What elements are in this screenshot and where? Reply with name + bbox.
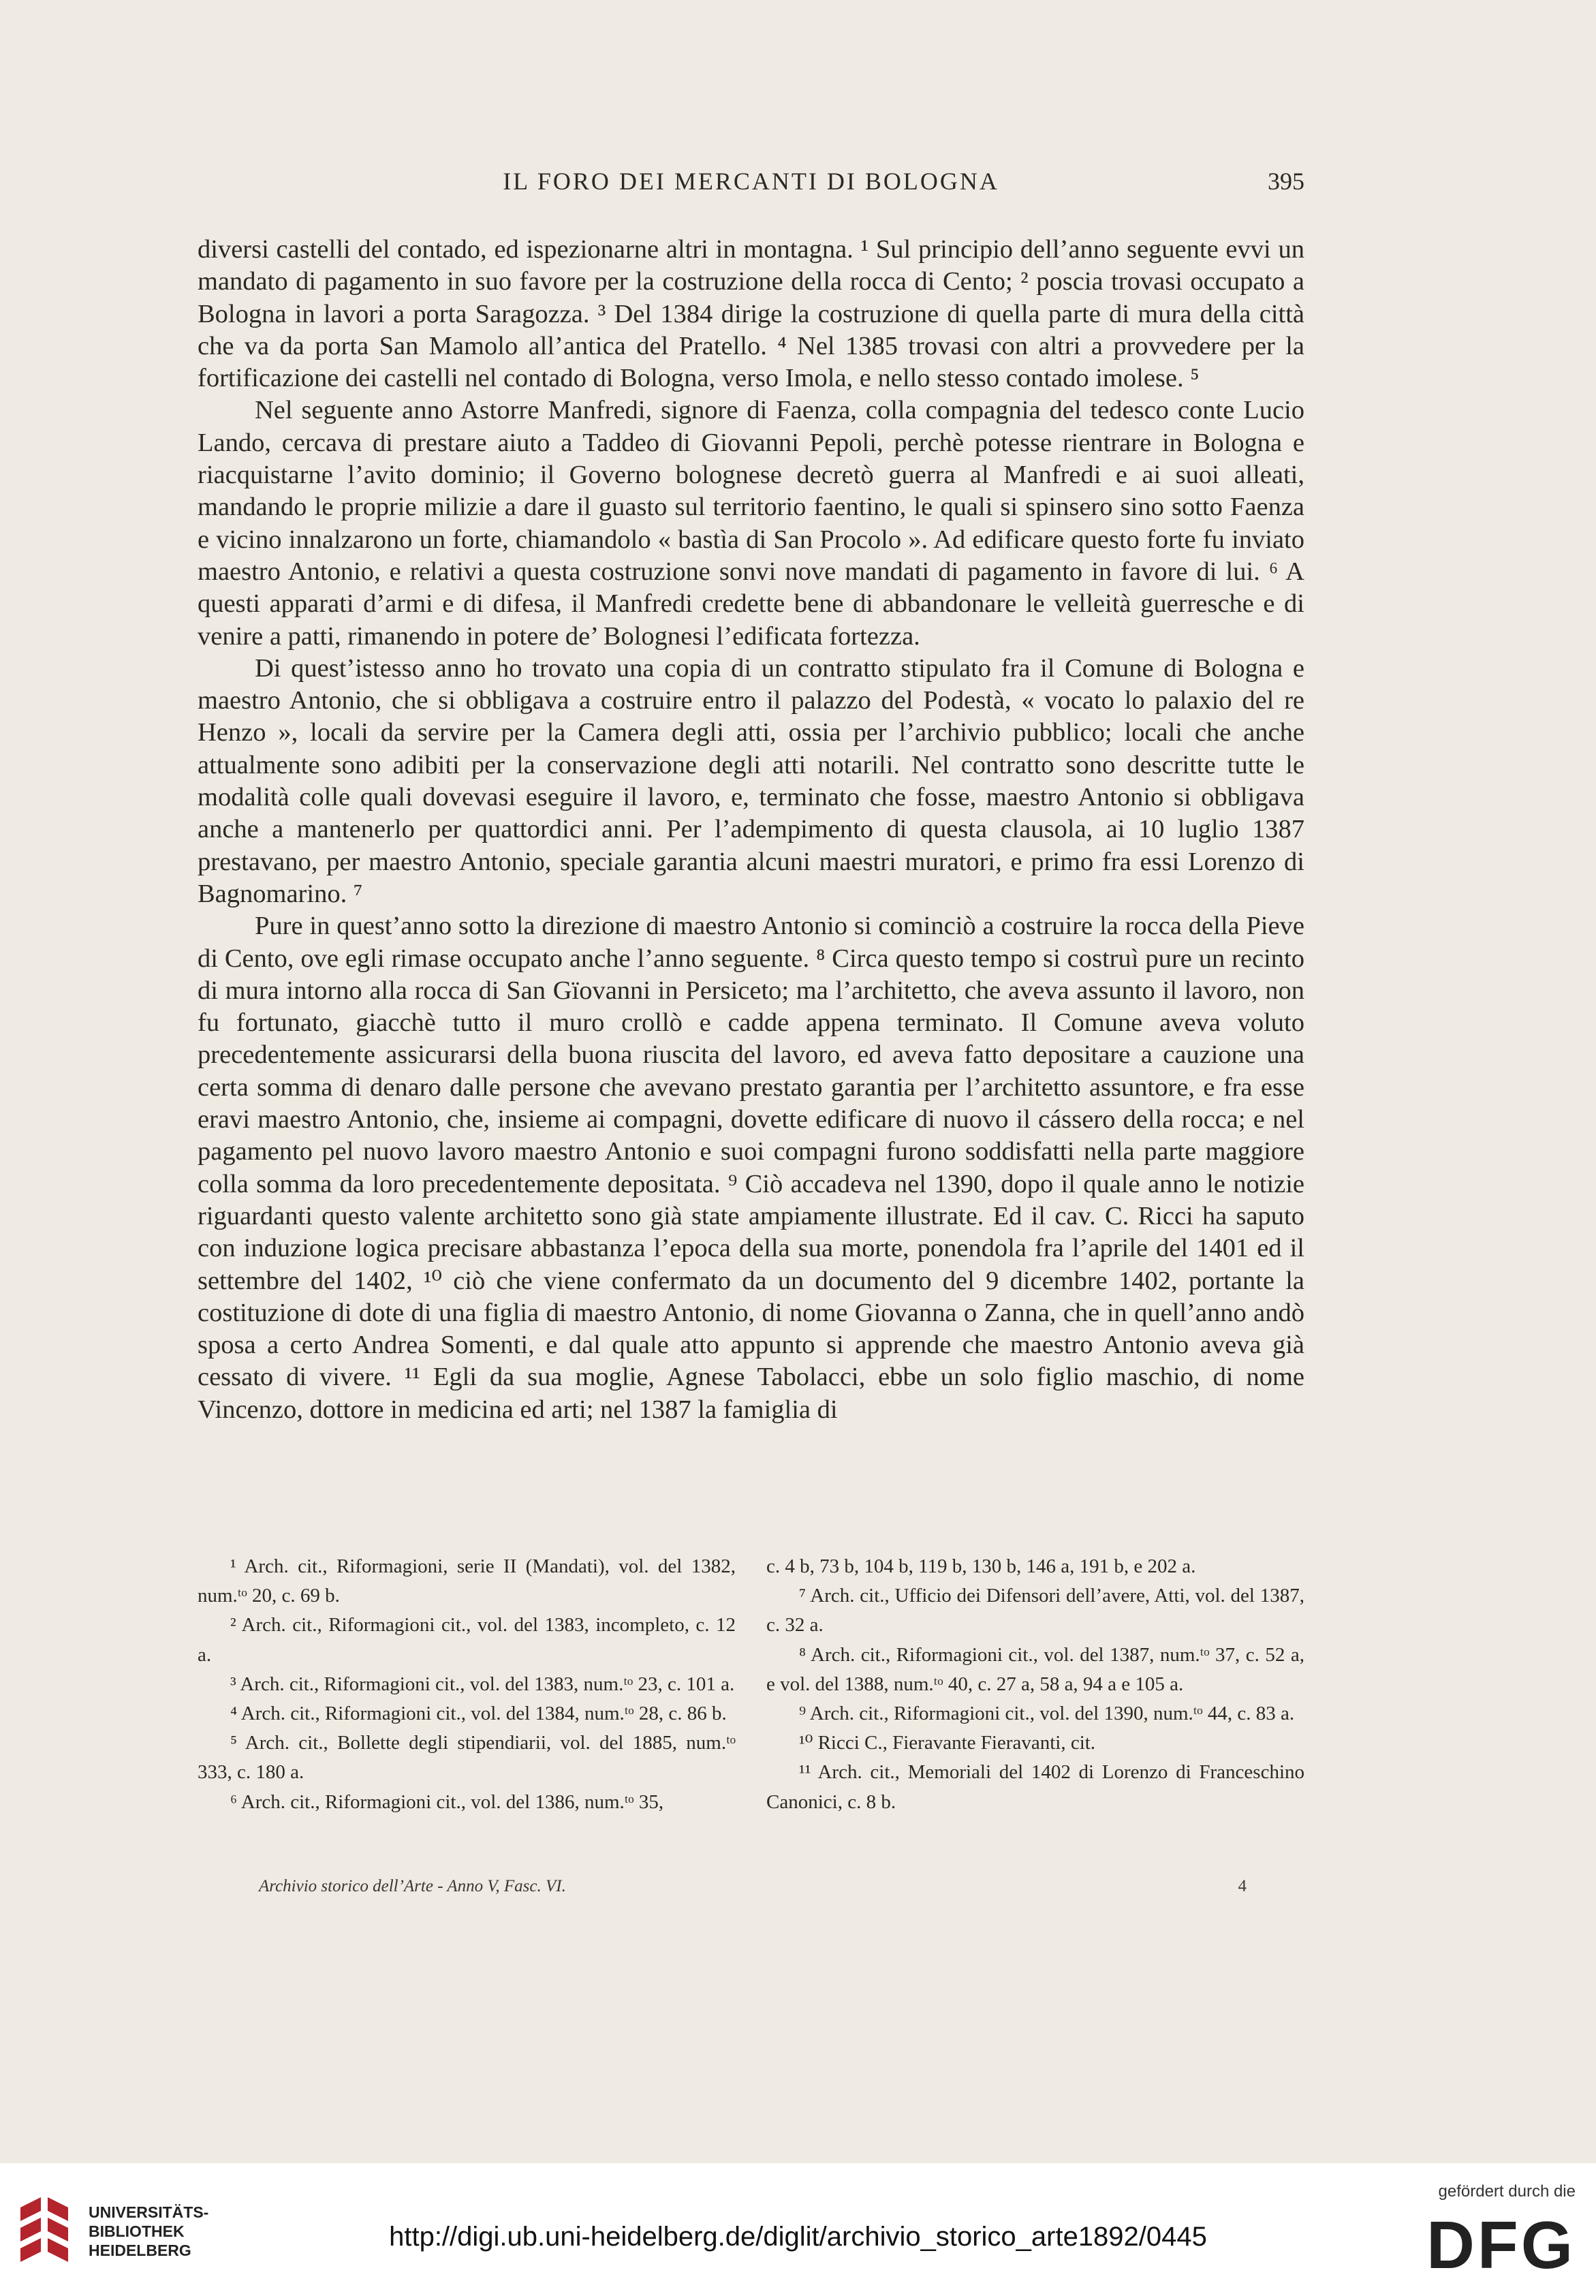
footnote-7: ⁷ Arch. cit., Ufficio dei Difensori dell’avere, Atti, vol. del 1387, c. 32 a. [766, 1585, 1304, 1636]
running-head [198, 167, 1304, 201]
dfg-logo: DFG [1426, 2207, 1576, 2282]
paragraph-4: Pure in quest’anno sotto la direzione di maestro Antonio si cominciò a costruire la rocca della Pieve di Cento, ove egli rimase occupato anche l’anno seguente. ⁸ Circa questo tempo si costruì pure un recinto di mura intorno alla rocca di San Gïovanni in Persiceto; ma l’architetto, che aveva assunto il lavoro, non fu fortunato, giacchè tutto il muro crollò e cadde appena terminato. Il Comune aveva voluto precedentemente assicurarsi della buona riuscita del lavoro, ed aveva fatto depositare a cauzione una certa somma di denaro dalle persone che avevano prestato garantia per l’architetto assuntore, e fra esse eravi maestro Antonio, che, insieme ai compagni, dovette edificare di nuovo il cássero della rocca; e nel pagamento pel nuovo lavoro maestro Antonio e suoi compagni furono soddisfatti nella parte maggiore colla somma da loro precedentemente depositata. ⁹ Ciò accadeva nel 1390, dopo il quale anno le notizie riguardanti questo valente architetto sono già state ampiamente illustrate. Ed il cav. C. Ricci ha saputo con induzione logica precisare abbastanza l’epoca della sua morte, ponendola fra l’aprile del 1401 ed il settembre del 1402, ¹⁰ ciò che viene confermato da un documento del 9 dicembre 1402, portante la costituzione di dote di una figlia di maestro Antonio, di nome Giovanna o Zanna, che in quell’anno andò sposa a certo Andrea Somenti, e dal quale atto appunto si apprende che maestro Antonio aveva già cessato di vivere. ¹¹ Egli da sua moglie, Agnese Tabolacci, ebbe un solo figlio maschio, di nome Vincenzo, dottore in medicina ed arti; nel 1387 la famiglia di [198, 912, 1304, 1424]
footnote-9: ⁹ Arch. cit., Riformagioni cit., vol. del 1390, num.ᵗᵒ 44, c. 83 a. [799, 1703, 1295, 1725]
library-name-line-2: BIBLIOTHEK [89, 2222, 185, 2240]
footnote-11: ¹¹ Arch. cit., Memoriali del 1402 di Lorenzo di Franceschino Canonici, c. 8 b. [766, 1761, 1304, 1813]
footnotes-right-column [766, 1552, 1304, 1817]
library-name-line-3: HEIDELBERG [89, 2241, 191, 2259]
footnote-1: ¹ Arch. cit., Riformagioni, serie II (Mandati), vol. del 1382, num.ᵗᵒ 20, c. 69 b. [198, 1555, 736, 1607]
footnote-2: ² Arch. cit., Riformagioni cit., vol. del 1383, incompleto, c. 12 a. [198, 1614, 736, 1666]
footnote-3: ³ Arch. cit., Riformagioni cit., vol. del 1383, num.ᵗᵒ 23, c. 101 a. [230, 1673, 735, 1695]
footer-bar [0, 2163, 1596, 2296]
signature-line [259, 1877, 1247, 1896]
paragraph-1: diversi castelli del contado, ed ispezionarne altri in montagna. ¹ Sul principio dell’anno seguente evvi un mandato di pagamento in suo favore per la costruzione della rocca di Cento; ² poscia trovasi occupato a Bologna in lavori a porta Saragozza. ³ Del 1384 dirige la costruzione di quella parte di mura della città che va da porta San Mamolo all’antica del Pratello. ⁴ Nel 1385 trovasi con altri a provvedere per la fortificazione dei castelli nel contado di Bologna, verso Imola, e nello stesso contado imolese. ⁵ [198, 235, 1304, 393]
footnote-4: ⁴ Arch. cit., Riformagioni cit., vol. del 1384, num.ᵗᵒ 28, c. 86 b. [230, 1703, 727, 1725]
footnote-5: ⁵ Arch. cit., Bollette degli stipendiarii, vol. del 1885, num.ᵗᵒ 333, c. 180 a. [198, 1732, 736, 1784]
body-text [198, 234, 1304, 1426]
funded-by-label: gefördert durch die [1438, 2182, 1576, 2201]
paragraph-3: Di quest’istesso anno ho trovato una copia di un contratto stipulato fra il Comune di Bologna e maestro Antonio, che si obbligava a costruire entro il palazzo del Podestà, « vocato lo palaxio del re Henzo », locali da servire per la Camera degli atti, ossia per l’archivio pubblico; locali che anche attualmente sono adibiti per la conservazione degli atti notarili. Nel contratto sono descritte tutte le modalità colle quali dovevasi eseguire il lavoro, e, terminato che fosse, maestro Antonio si obbligava anche a mantenerlo per quattordici anni. Per l’adempimento di questa clausola, ai 10 luglio 1387 prestavano, per maestro Antonio, speciale garantia alcuni maestri muratori, e primo fra essi Lorenzo di Bagnomarino. ⁷ [198, 653, 1304, 908]
paragraph-2: Nel seguente anno Astorre Manfredi, signore di Faenza, colla compagnia del tedesco conte Lucio Lando, cercava di prestare aiuto a Taddeo di Giovanni Pepoli, perchè potesse rientrare in Bologna e riacquistarne l’avito dominio; il Governo bolognese decretò guerra al Manfredi e ai suoi alleati, mandando le proprie milizie a dare il guasto sul territorio faentino, le quali si spinsero sino sotto Faenza e vicino innalzarono un forte, chiamandolo « bastìa di San Procolo ». Ad edificare questo forte fu inviato maestro Antonio, e relativi a questa costruzione sonvi nove mandati di pagamento in favore di lui. ⁶ A questi apparati d’armi e di difesa, il Manfredi credette bene di abbandonare le velleità guerresche e di venire a patti, rimanendo in potere de’ Bolognesi l’edificata fortezza. [198, 396, 1304, 651]
footnotes-left-column [198, 1552, 736, 1817]
signature-text: Archivio storico dell’Arte - Anno V, Fasc. VI. [259, 1877, 566, 1895]
footnote-10: ¹⁰ Ricci C., Fieravante Fieravanti, cit. [799, 1732, 1096, 1754]
footnotes [198, 1552, 1304, 1817]
digital-library-url[interactable]: http://digi.ub.uni-heidelberg.de/diglit/archivio_storico_arte1892/0445 [389, 2222, 1207, 2252]
library-name-line-1: UNIVERSITÄTS- [89, 2203, 209, 2221]
footnote-6: ⁶ Arch. cit., Riformagioni cit., vol. del 1386, num.ᵗᵒ 35, [230, 1790, 664, 1813]
page-number: 395 [1268, 168, 1304, 195]
footnote-6-continued: c. 4 b, 73 b, 104 b, 119 b, 130 b, 146 a, 191 b, e 202 a. [766, 1555, 1196, 1577]
running-title: IL FORO DEI MERCANTI DI BOLOGNA [503, 168, 999, 195]
signature-mark: 4 [1238, 1877, 1247, 1895]
footnote-8: ⁸ Arch. cit., Riformagioni cit., vol. del 1387, num.ᵗᵒ 37, c. 52 a, e vol. del 1388, num.ᵗᵒ 40, c. 27 a, 58 a, 94 a e 105 a. [766, 1643, 1304, 1695]
